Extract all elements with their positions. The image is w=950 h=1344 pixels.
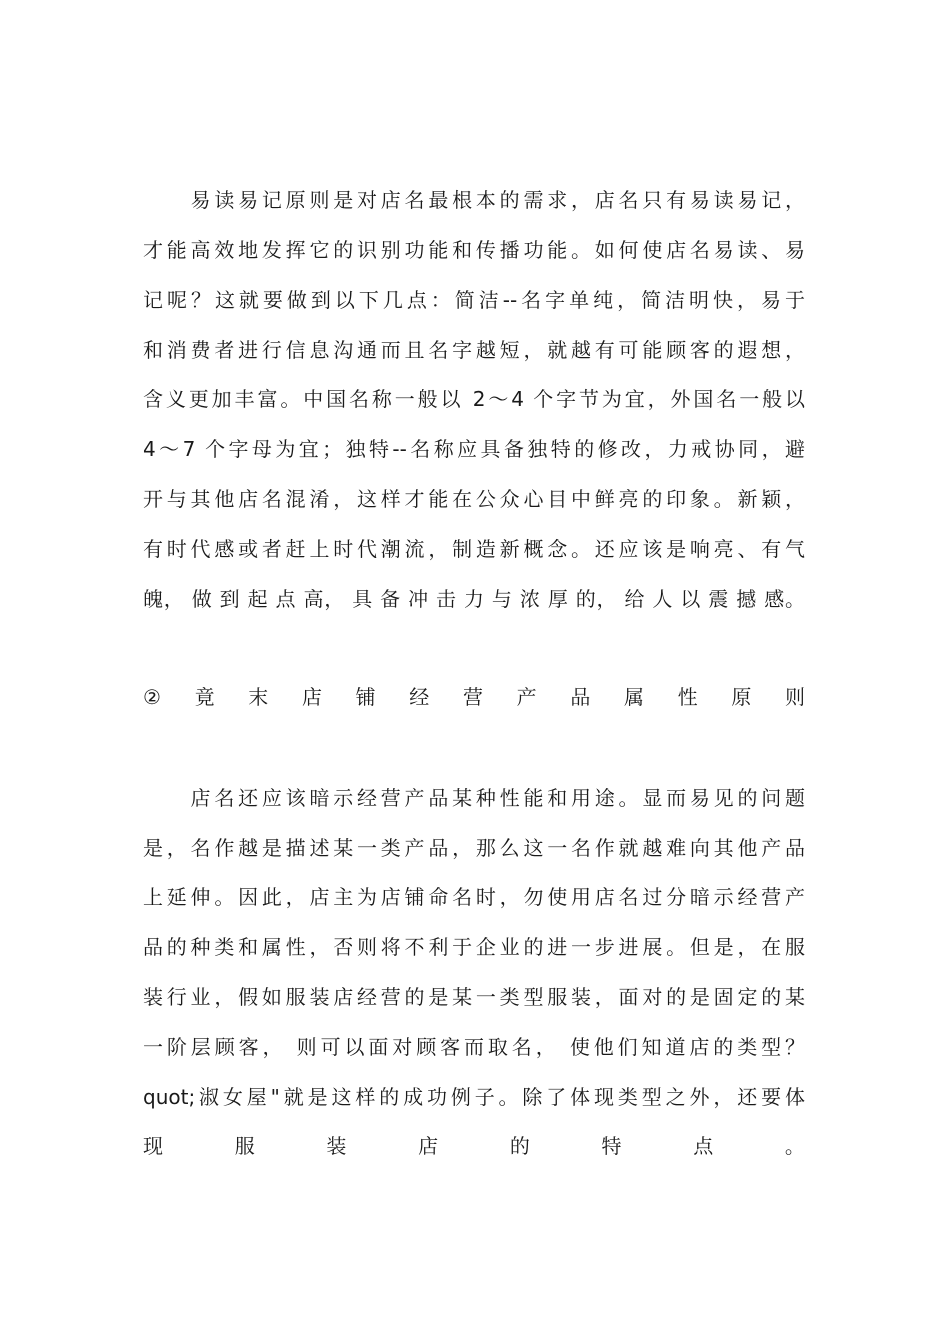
paragraph-2-line-7: quot;淑女屋"就是这样的成功例子。除了体现类型之外，还要体 <box>143 1085 805 1109</box>
heading-char: 产 <box>516 685 537 709</box>
paragraph-1-line-9: 魄， 做 到 起 点 高， 具 备 冲 击 力 与 浓 厚 的， 给 人 以 震 撼 感。 <box>143 587 805 611</box>
paragraph-1-line-1: 易读易记原则是对店名最根本的需求，店名只有易读易记， <box>143 188 805 212</box>
heading-char: 品 <box>570 685 591 709</box>
line-char: 的 <box>509 1134 530 1158</box>
line-char: 装 <box>326 1134 347 1158</box>
paragraph-2-line-3: 上延伸。因此，店主为店铺命名时，勿使用店名过分暗示经营产 <box>143 885 805 909</box>
heading-char: 铺 <box>355 685 376 709</box>
paragraph-1-line-4: 和消费者进行信息沟通而且名字越短，就越有可能顾客的遐想， <box>143 338 805 362</box>
heading-char: 则 <box>785 685 805 709</box>
line-char: 服 <box>234 1134 255 1158</box>
paragraph-2-line-6: 一阶层顾客， 则可以面对顾客而取名， 使他们知道店的类型？ <box>143 1035 805 1059</box>
heading-char: 末 <box>248 685 269 709</box>
paragraph-2-line-2: 是，名作越是描述某一类产品，那么这一名作就越难向其他产品 <box>143 836 805 860</box>
paragraph-2-line-8 <box>143 1129 805 1163</box>
paragraph-1-line-5: 含义更加丰富。中国名称一般以 2～4 个字节为宜，外国名一般以 <box>143 387 805 411</box>
line-char: 点 <box>693 1134 714 1158</box>
heading-char: 原 <box>731 685 752 709</box>
paragraph-2-line-1: 店名还应该暗示经营产品某种性能和用途。显而易见的问题 <box>143 786 805 810</box>
line-char: 特 <box>601 1134 622 1158</box>
paragraph-1-line-2: 才能高效地发挥它的识别功能和传播功能。如何使店名易读、易 <box>143 238 805 262</box>
heading-char: 营 <box>462 685 483 709</box>
paragraph-2-line-4: 品的种类和属性，否则将不利于企业的进一步进展。但是，在服 <box>143 935 805 959</box>
paragraph-1-line-8: 有时代感或者赶上时代潮流，制造新概念。还应该是响亮、有气 <box>143 537 805 561</box>
line-char: 店 <box>418 1134 439 1158</box>
heading-char: 竟 <box>194 685 215 709</box>
heading-char: 属 <box>623 685 644 709</box>
line-char: 现 <box>143 1134 163 1158</box>
heading-char: 经 <box>409 685 430 709</box>
heading-char: 店 <box>301 685 322 709</box>
heading-char: ② <box>143 685 161 709</box>
section-heading <box>143 680 805 714</box>
line-char: 。 <box>784 1134 805 1158</box>
paragraph-1-line-3: 记呢？这就要做到以下几点：简洁--名字单纯，简洁明快，易于 <box>143 288 805 312</box>
paragraph-1-line-6: 4～7 个字母为宜；独特--名称应具备独特的修改，力戒协同，避 <box>143 437 805 461</box>
heading-char: 性 <box>677 685 698 709</box>
paragraph-1-line-7: 开与其他店名混淆，这样才能在公众心目中鲜亮的印象。新颖， <box>143 487 805 511</box>
paragraph-2-line-5: 装行业，假如服装店经营的是某一类型服装，面对的是固定的某 <box>143 985 805 1009</box>
